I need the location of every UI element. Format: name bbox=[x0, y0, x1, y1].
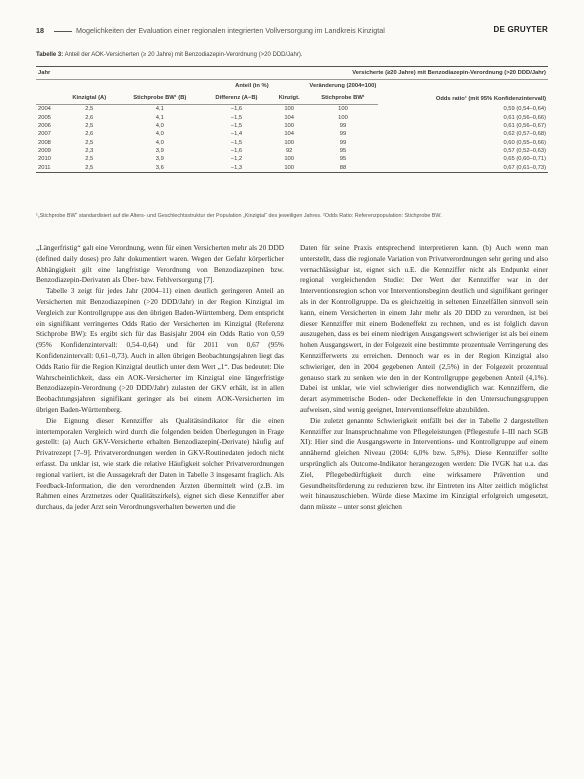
table-cell: −1,2 bbox=[230, 156, 243, 163]
table-row bbox=[36, 155, 548, 163]
paragraph: Die Eignung dieser Kennziffer als Qualitätsindikator für die einen intertemporalen Vergleich wird durch die folgenden beiden Überlegungen in Frage gestellt: (a) Auch GKV-Versicherte erhalten Benzodiazepin(-Derivate) häufig auf Privatrezept [7–9]. Privatverordnungen werden in GKV-Routinedaten jedoch nicht erfasst. Da unklar ist, wie stark die relative Häufigkeit solcher Privatverordnungen regional variiert, ist die Aussagekraft der Daten in Tabelle 3 insgesamt fraglich. Als Feedback-Information, die den verordnenden Ärzten übermittelt wird (z.B. im Rahmen eines Arztnetzes oder Qualitätszirkels), eignet sich diese Kennziffer aber durchaus, da jeder Arzt sein Verordnungsverhalten bewerten und die bbox=[36, 415, 284, 512]
table-cell: 88 bbox=[308, 164, 379, 173]
table-cell: 0,61 (0,56–0,67) bbox=[503, 122, 546, 129]
table-cell: 100 bbox=[284, 139, 294, 146]
table-cell: 2,5 bbox=[85, 106, 94, 113]
table-cell: 100 bbox=[338, 114, 348, 121]
table-cell: 4,0 bbox=[155, 131, 164, 138]
table-cell: 2009 bbox=[38, 148, 51, 155]
paragraph: Daten für seine Praxis entsprechend interpretieren kann. (b) Auch wenn man unterstellt, dass die regionale Variation von Privatverordnungen sehr gering und also vernachlässigbar ist, eignet sich u.E. die Kennziffer nicht als Endpunkt einer regional vergleichenden Studie: Der Wert der Kennziffer war in der Interventionsregion schon vor Interventionsbeginn deutlich und signifikant geringer als in der Kontrollgruppe. Da es gleichzeitig in seltenen Einzelfällen sinnvoll sein kann, einem Versicherten in einem Jahr mehr als 20 DDD zu verordnen, ist bei dieser Kennziffer mit einem Bodeneffekt zu rechnen, und es ist folglich davon auszugehen, dass es bei einem niedrigen Ausgangswert schwieriger ist als bei einem hohen Ausgangswert, in der Folgezeit eine bestimmte prozentuale Verringerung des Kennzifferwerts zu erreichen. Dennoch war es in der Region Kinzigtal also schwieriger, den in 2004 gegebenen Anteil (2,5%) in der Folgezeit prozentual genauso stark zu senken wie den in der Kontrollgruppe gegebenen Anteil (4,1%). Dabei ist unklar, wie viel schwieriger dies notwendiglich war. Kennziffern, die derart asymmetrische Boden- oder Deckeneffekte in den Untersuchungsgruppen aufweisen, sind wenig geeignet, Interventionseffekte abzubilden. bbox=[300, 243, 548, 414]
table-cell: 2006 bbox=[38, 122, 51, 129]
data-table bbox=[36, 66, 548, 173]
table-cell: 95 bbox=[339, 148, 347, 155]
table-cell: 2004 bbox=[38, 106, 51, 113]
table-cell: 2011 bbox=[36, 164, 61, 173]
table-cell: −1,6 bbox=[230, 106, 243, 113]
table-cell: 99 bbox=[339, 131, 347, 138]
table-caption-text: Anteil der AOK-Versicherten (≥ 20 Jahre) mit Benzodiazepin-Verordnung (>20 DDD/Jahr). bbox=[64, 52, 303, 58]
header-kinzigt: Kinzigt. bbox=[271, 92, 308, 105]
table-row bbox=[36, 130, 548, 138]
table-cell: 2,6 bbox=[85, 131, 94, 138]
table-cell: 100 bbox=[284, 122, 294, 129]
table-cell: 0,65 (0,60–0,71) bbox=[503, 156, 546, 163]
table-cell: 3,9 bbox=[155, 148, 164, 155]
table-cell: 3,9 bbox=[155, 156, 164, 163]
table-cell: 0,57 (0,52–0,63) bbox=[503, 148, 546, 155]
table-cell: 104 bbox=[284, 131, 294, 138]
table-cell: 92 bbox=[285, 148, 293, 155]
table-cell: 4,1 bbox=[155, 106, 164, 113]
table-cell: −1,5 bbox=[230, 114, 243, 121]
table-cell: 99 bbox=[339, 122, 347, 129]
table-footnote: ¹„Stichprobe BW“ standardisiert auf die Alters- und Geschlechtsstruktur der Population „Kinzigtal“ des jeweiligen Jahres. ²Odds Ratio: Referenzpopulation: Stichprobe BW. bbox=[36, 213, 442, 219]
table-cell: 4,0 bbox=[155, 122, 164, 129]
table-cell: −1,5 bbox=[230, 139, 243, 146]
page-number: 18 bbox=[36, 26, 44, 35]
header-veraenderung: Veränderung (2004=100) bbox=[309, 83, 377, 89]
table-cell: 2010 bbox=[38, 156, 51, 163]
table-cell: 100 bbox=[271, 164, 308, 173]
table-cell: 2007 bbox=[38, 131, 51, 138]
table-row bbox=[36, 147, 548, 155]
table-row bbox=[36, 139, 548, 147]
table-cell: 2,5 bbox=[85, 122, 94, 129]
table-cell: 3,6 bbox=[117, 164, 202, 173]
header-group: Versicherte (≥20 Jahre) mit Benzodiazepin-Verordnung (>20 DDD/Jahr) bbox=[61, 67, 548, 80]
paragraph: „Längerfristig“ galt eine Verordnung, wenn für einen Versicherten mehr als 20 DDD (defined daily doses) pro Jahr dokumentiert waren. Wegen der Gefahr körperlicher Abhängigkeit gilt eine langfristige Verordnung von Benzodiazepinen bzw. Benzodiazepin-Derivaten als Über- bzw. Fehlversorgung [7]. bbox=[36, 243, 284, 285]
table-row bbox=[36, 164, 548, 173]
body-column-right bbox=[300, 243, 548, 513]
table-cell: 2,3 bbox=[85, 148, 94, 155]
body-column-left bbox=[36, 243, 284, 513]
header-kinzigtal-a: Kinzigtal (A) bbox=[61, 92, 117, 105]
running-title: Mogelichkeiten der Evaluation einer regionalen integrierten Vollversorgung im Landkreis Kinzigtal bbox=[76, 26, 385, 35]
header-odds: Odds ratio¹ (mit 95% Konfidenzintervall) bbox=[435, 95, 546, 102]
header-anteil: Anteil (in %) bbox=[235, 83, 269, 89]
table-cell: 0,62 (0,57–0,68) bbox=[503, 131, 546, 138]
header-stichprobe-b: Stichprobe BW¹ (B) bbox=[117, 92, 202, 105]
table-cell: 100 bbox=[284, 156, 294, 163]
paragraph: Die zuletzt genannte Schwierigkeit entfällt bei der in Tabelle 2 dargestellten Kennziffer zur Inanspruchnahme von Pflegeleistungen (Pflegestufe I–III nach SGB XI): Hier sind die Ausgangswerte in Interventions- und Kontrollgruppe auf einem annähernd gleichen Niveau (2004: 6,0% bzw. 5,8%). Diese Kennziffer sollte ursprünglich als Outcome-Indikator herangezogen werden: Die IVGK hat u.a. das Ziel, Pflegebedürftigkeit durch eine wirksamere Prävention und Gesundheitsförderung zu reduzieren bzw. ihr Eintreten ins Alter zeitlich möglichst weit hinauszuschieben. Würde diese Maxime im Kinzigtal erfolgreich umgesetzt, dann müsste – unter sonst gleichen bbox=[300, 415, 548, 512]
table-cell: 104 bbox=[284, 114, 294, 121]
header-stichprobe-bw: Stichprobe BW¹ bbox=[308, 92, 379, 105]
table-caption-label: Tabelle 3: bbox=[36, 52, 64, 58]
table-cell: 0,61 (0,56–0,66) bbox=[503, 114, 546, 121]
table-cell: 2008 bbox=[38, 139, 51, 146]
header-differenz: Differenz (A−B) bbox=[202, 92, 270, 105]
publisher-logo: DE GRUYTER bbox=[493, 25, 548, 34]
table-row bbox=[36, 122, 548, 130]
table-cell: −1,5 bbox=[230, 122, 243, 129]
table-cell: 0,60 (0,55–0,66) bbox=[503, 139, 546, 146]
table-cell: 2,5 bbox=[85, 156, 94, 163]
table-cell: 100 bbox=[284, 106, 294, 113]
table-cell: 100 bbox=[338, 106, 348, 113]
table-cell: −1,4 bbox=[230, 131, 243, 138]
table-cell: 2,5 bbox=[61, 164, 117, 173]
table-caption bbox=[36, 52, 548, 58]
page-header bbox=[36, 26, 548, 40]
table-cell: −1,3 bbox=[202, 164, 270, 173]
header-jahr: Jahr bbox=[36, 67, 61, 80]
table-row bbox=[36, 105, 548, 114]
table-cell: 0,67 (0,61–0,73) bbox=[378, 164, 548, 173]
table-cell: 99 bbox=[339, 139, 347, 146]
paragraph: Tabelle 3 zeigt für jedes Jahr (2004–11) einen deutlich geringeren Anteil an Versicherten mit Benzodiazepinen (>20 DDD/Jahr) in der Region Kinzigtal im Vergleich zur Kontrollgruppe aus den übrigen Baden-Württemberg. Dem entspricht ein signifikant verringertes Odds Ratio der Versicherten im Kinzigtal (Referenz Stichprobe BW): Es ergibt sich für das Basisjahr 2004 ein Odds Ratio von 0,59 (95% Konfidenzintervall: 0,54–0,64) und für 2011 von 0,67 (95% Konfidenzintervall: 0,61–0,73). Auch in allen übrigen Beobachtungsjahren liegt das Odds Ratio für die Region Kinzigtal deutlich unter dem Wert „1“. Das bedeutet: Die Wahrscheinlichkeit, dass ein AOK-Versicherter im Kinzigtal eine längerfristige Benzodiazepin-Verordnung (>20 DDD/Jahr) zulasten der GKV erhält, ist in allen Beobachtungsjahren signifikant geringer als bei einem AOK-Versicherten im übrigen Baden-Württemberg. bbox=[36, 286, 284, 414]
table-cell: 2005 bbox=[38, 114, 51, 121]
table-cell: 2,6 bbox=[85, 114, 94, 121]
table-cell: −1,6 bbox=[230, 148, 243, 155]
table-cell: 95 bbox=[339, 156, 347, 163]
header-rule bbox=[54, 31, 72, 32]
table-cell: 0,59 (0,54–0,64) bbox=[503, 105, 546, 112]
table-cell: 4,1 bbox=[155, 114, 164, 121]
table-row bbox=[36, 113, 548, 121]
table-cell: 4,0 bbox=[155, 139, 164, 146]
table-cell: 2,5 bbox=[85, 139, 94, 146]
